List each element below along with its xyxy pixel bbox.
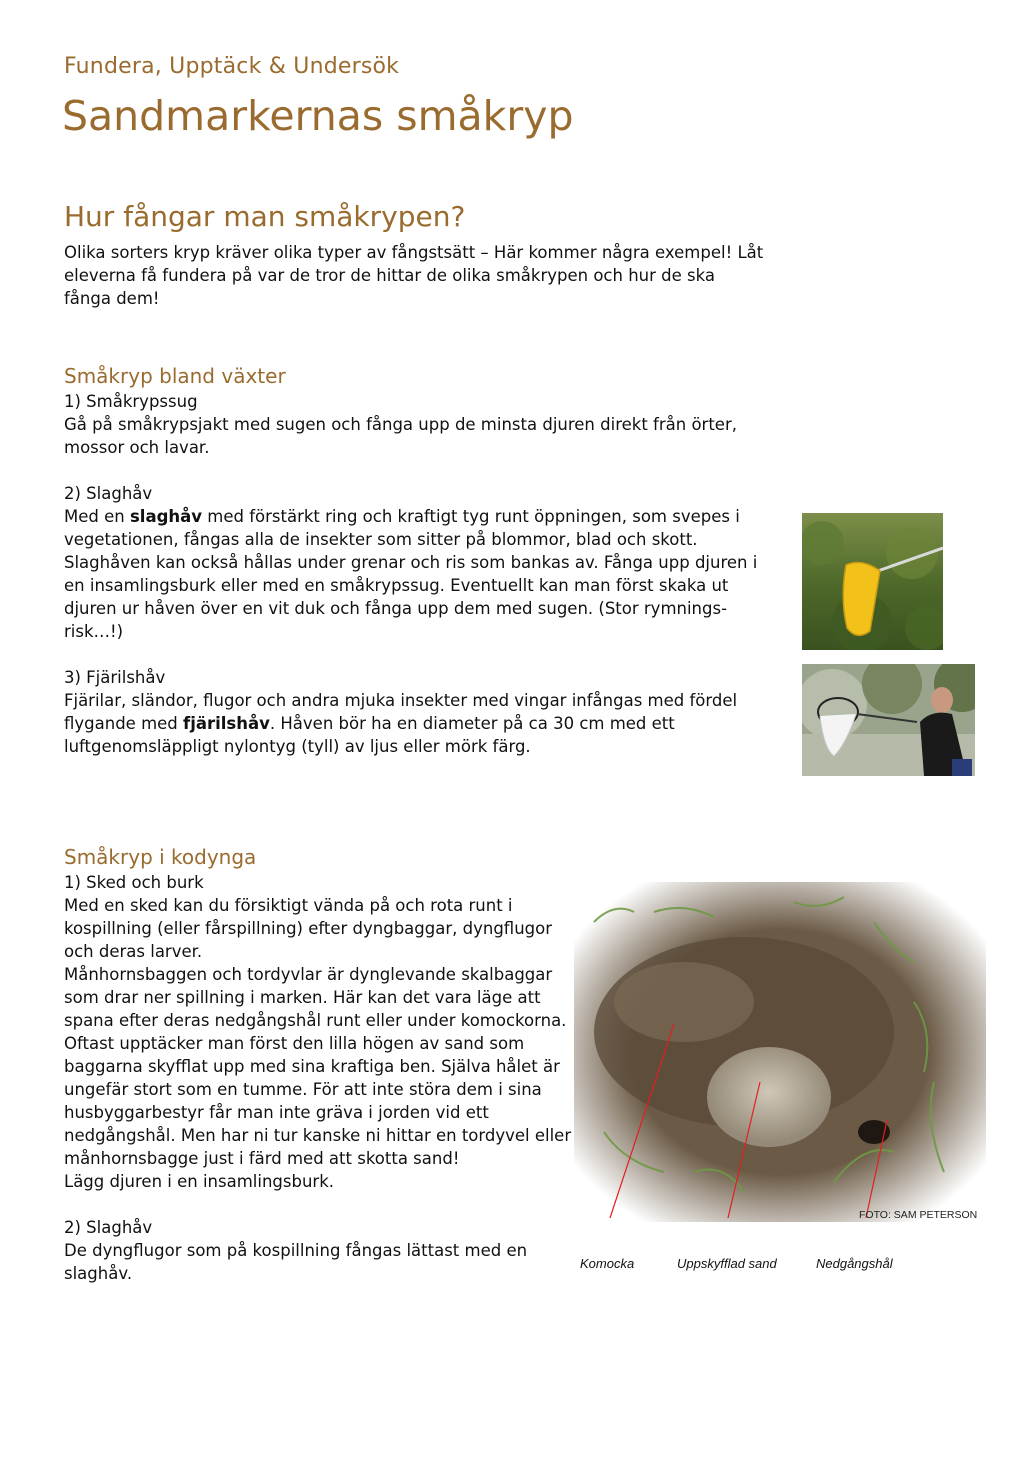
plants-item3-text: Fjärilar, sländor, flugor och andra mjuka insekter med vingar infångas med fördel flygande med fjärilshåv. Håven bör ha en diameter på ca 30 cm med ett luftgenomsläppligt nylontyg (tyll) av ljus eller mörk färg.	[64, 691, 738, 756]
dung-item1-title: 1) Sked och burk	[64, 873, 204, 892]
plants-item1-title: 1) Småkrypssug	[64, 392, 198, 411]
dung-item2-text: De dyngflugor som på kospillning fångas lättast med en slaghåv.	[64, 1241, 528, 1283]
fjarilshav-term: fjärilshåv	[183, 714, 270, 733]
label-uppskyfflad-sand: Uppskyfflad sand	[677, 1256, 777, 1271]
plants-heading: Småkryp bland växter	[64, 364, 286, 388]
plants-item2-title: 2) Slaghåv	[64, 484, 153, 503]
dung-item1-text3: Lägg djuren i en insamlingsburk.	[64, 1172, 335, 1191]
dung-section	[64, 871, 572, 1285]
dung-item2-title: 2) Slaghåv	[64, 1218, 153, 1237]
page-kicker: Fundera, Upptäck & Undersök	[64, 54, 400, 79]
butterfly-net-photo	[802, 664, 975, 776]
sweep-net-photo	[802, 513, 943, 650]
plants-item3-title: 3) Fjärilshåv	[64, 668, 166, 687]
page-title: Sandmarkernas småkryp	[62, 92, 574, 140]
label-komocka: Komocka	[580, 1256, 635, 1271]
intro-heading: Hur fångar man småkrypen?	[64, 200, 466, 233]
intro-text: Olika sorters kryp kräver olika typer av fångstsätt – Här kommer några exempel! Låt eleverna få fundera på var de tror de hittar de olika småkrypen och hur de ska fånga dem!	[64, 243, 764, 308]
slaghav-term: slaghåv	[129, 507, 203, 526]
plants-item2-text: Med en slaghåv med förstärkt ring och kraftigt tyg runt öppningen, som svepes i vegetationen, fångas alla de insekter som sitter på blommor, blad och skott. Slaghåven kan också hållas under grenar och ris som bankas av. Fånga upp djuren i en insamlingsburk eller med en småkrypssug. Eventuellt kan man först skaka ut djuren ur håven över en vit duk och fånga upp dem med sugen. (Stor rymnings-risk…!)	[64, 507, 758, 641]
plants-item1-text: Gå på småkrypsjakt med sugen och fånga upp de minsta djuren direkt från örter, mossor och lavar.	[64, 415, 737, 457]
photo-credit: FOTO: SAM PETERSON	[859, 1209, 978, 1221]
dung-item1-text2: Månhornsbaggen och tordyvlar är dynglevande skalbaggar som drar ner spillning i marken. Här kan det vara läge att spana efter deras nedgångshål runt eller under komockorna. Oftast upptäcker man först den lilla högen av sand som baggarna skyfflat upp med sina kraftiga ben. Själva hålet är ungefär stort som en tumme. För att inte störa dem i sina husbyggarbestyr får man inte gräva i jorden vid ett nedgångshål. Men har ni tur kanske ni hittar en tordyvel eller månhornsbagge just i färd med att skotta sand!	[64, 965, 572, 1168]
cowpat-photo	[574, 882, 986, 1222]
label-nedgangshal: Nedgångshål	[816, 1256, 893, 1271]
dung-heading: Småkryp i kodynga	[64, 845, 257, 869]
dung-item1-text: Med en sked kan du försiktigt vända på och rota runt i kospillning (eller fårspillning) efter dyngbaggar, dyngflugor och deras larver.	[64, 896, 552, 961]
plants-section	[64, 390, 776, 758]
